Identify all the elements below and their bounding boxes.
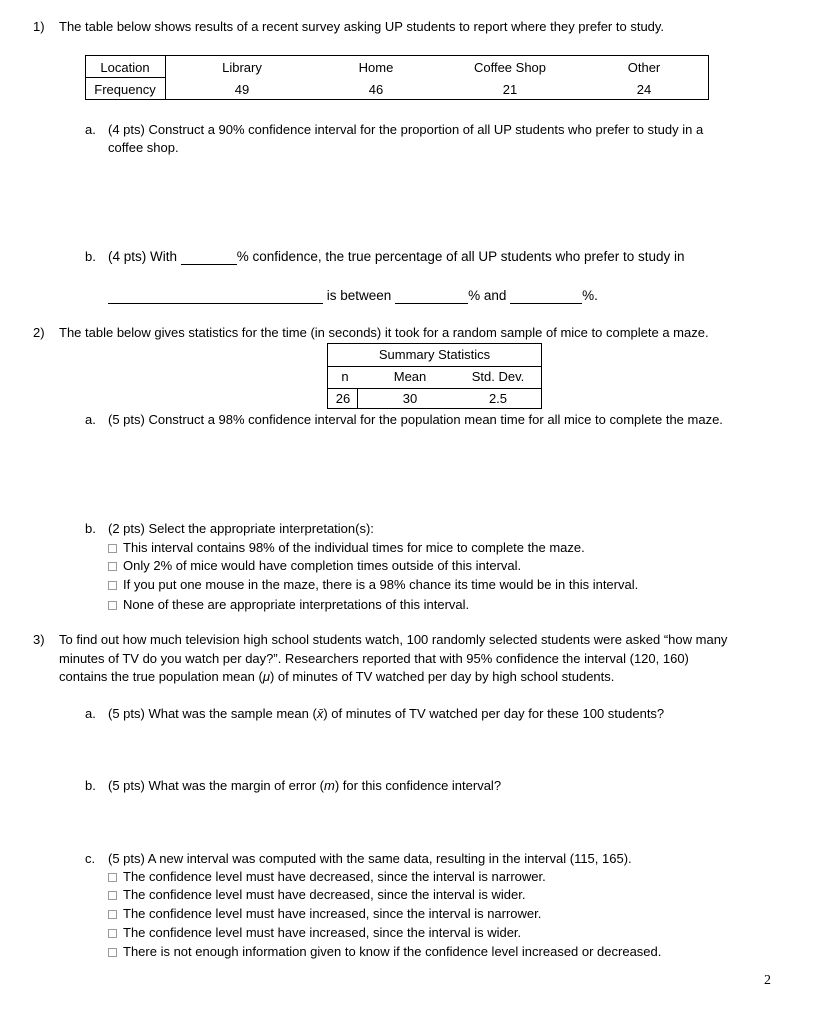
summary-title: Summary Statistics <box>378 347 491 362</box>
checkbox-icon[interactable] <box>108 910 117 919</box>
q1a-text-line1: (4 pts) Construct a 90% confidence interval for the proportion of all UP students who prefer to study in a <box>108 122 704 137</box>
summary-header-mean: Mean <box>393 369 427 384</box>
xbar-symbol: x̄ <box>316 706 324 721</box>
q3c-option-5[interactable]: There is not enough information given to know if the confidence level increased or decreased. <box>108 944 661 960</box>
q1b-part3: is between <box>326 288 392 303</box>
q3c-label: c. <box>85 851 96 866</box>
survey-header-location: Location <box>100 60 150 75</box>
summary-value-std-dev: 2.5 <box>488 391 508 406</box>
q3b-text: (5 pts) What was the margin of error (m) for this confidence interval? <box>108 778 502 793</box>
q3c-option-3[interactable]: The confidence level must have increased, since the interval is narrower. <box>108 906 541 922</box>
q1b-line1 <box>108 249 685 265</box>
q1b-upper-blank[interactable] <box>510 290 582 304</box>
q3a-label: a. <box>85 706 96 721</box>
q1b-part2: % confidence, the true percentage of all UP students who prefer to study in <box>236 249 685 264</box>
checkbox-icon[interactable] <box>108 873 117 882</box>
q3b-label: b. <box>85 778 96 793</box>
survey-frequency-other: 24 <box>636 82 652 97</box>
summary-statistics-table <box>327 343 542 409</box>
q3a-text: (5 pts) What was the sample mean (x̄) of minutes of TV watched per day for these 100 students? <box>108 706 665 721</box>
q2a-text: (5 pts) Construct a 98% confidence interval for the population mean time for all mice to complete the maze. <box>108 412 723 427</box>
q2b-text: (2 pts) Select the appropriate interpretation(s): <box>108 521 374 536</box>
checkbox-icon[interactable] <box>108 891 117 900</box>
q2b-option-3[interactable]: If you put one mouse in the maze, there is a 98% chance its time would be in this interval. <box>108 577 638 593</box>
checkbox-icon[interactable] <box>108 948 117 957</box>
q2b-option-1[interactable]: This interval contains 98% of the individual times for mice to complete the maze. <box>108 540 585 556</box>
q1b-label: b. <box>85 249 96 264</box>
survey-location-library: Library <box>222 60 262 75</box>
summary-value-n: 26 <box>335 391 351 406</box>
mu-symbol: μ <box>262 669 270 684</box>
q1b-lower-blank[interactable] <box>395 290 468 304</box>
q2a-label: a. <box>85 412 96 427</box>
checkbox-icon[interactable] <box>108 581 117 590</box>
q1-prompt: The table below shows results of a recent survey asking UP students to report where they prefer to study. <box>59 19 665 34</box>
checkbox-icon[interactable] <box>108 601 117 610</box>
q1a-label: a. <box>85 122 96 137</box>
m-symbol: m <box>324 778 335 793</box>
q1b-confidence-blank[interactable] <box>181 251 237 265</box>
survey-location-other: Other <box>627 60 661 75</box>
q1b-line2 <box>108 288 598 304</box>
q3-number: 3) <box>33 632 45 647</box>
q3c-option-1[interactable]: The confidence level must have decreased, since the interval is narrower. <box>108 869 546 885</box>
q3c-option-2[interactable]: The confidence level must have decreased, since the interval is wider. <box>108 887 526 903</box>
q1b-location-blank[interactable] <box>108 290 323 304</box>
q2b-option-4[interactable]: None of these are appropriate interpretations of this interval. <box>108 597 469 613</box>
survey-header-frequency: Frequency <box>94 82 156 97</box>
q1-number: 1) <box>33 19 45 34</box>
q3-prompt-line1: To find out how much television high school students watch, 100 randomly selected students were asked “how many <box>59 632 728 647</box>
page-number: 2 <box>764 973 771 988</box>
q1a-text-line2: coffee shop. <box>108 140 179 155</box>
q1b-part4: % and <box>468 288 507 303</box>
q2-prompt: The table below gives statistics for the time (in seconds) it took for a random sample of mice to complete a maze. <box>59 325 709 340</box>
q2b-label: b. <box>85 521 96 536</box>
q1b-part1: (4 pts) With <box>108 249 178 264</box>
q1b-part5: %. <box>582 288 598 303</box>
summary-header-std-dev: Std. Dev. <box>471 369 525 384</box>
q3-prompt-line3: contains the true population mean (μ) of minutes of TV watched per day by high school students. <box>59 669 615 684</box>
survey-location-coffee-shop: Coffee Shop <box>473 60 547 75</box>
q3c-option-4[interactable]: The confidence level must have increased, since the interval is wider. <box>108 925 521 941</box>
q3-prompt-line2: minutes of TV do you watch per day?”. Researchers reported that with 95% confidence the interval (120, 160) <box>59 651 689 666</box>
checkbox-icon[interactable] <box>108 544 117 553</box>
survey-frequency-home: 46 <box>368 82 384 97</box>
summary-value-mean: 30 <box>402 391 418 406</box>
survey-frequency-coffee-shop: 21 <box>502 82 518 97</box>
q3c-text: (5 pts) A new interval was computed with the same data, resulting in the interval (115, 165). <box>108 851 632 866</box>
q2b-option-2[interactable]: Only 2% of mice would have completion times outside of this interval. <box>108 558 521 574</box>
q2-number: 2) <box>33 325 45 340</box>
survey-frequency-library: 49 <box>234 82 250 97</box>
summary-header-n: n <box>341 369 349 384</box>
survey-location-home: Home <box>358 60 394 75</box>
checkbox-icon[interactable] <box>108 562 117 571</box>
checkbox-icon[interactable] <box>108 929 117 938</box>
